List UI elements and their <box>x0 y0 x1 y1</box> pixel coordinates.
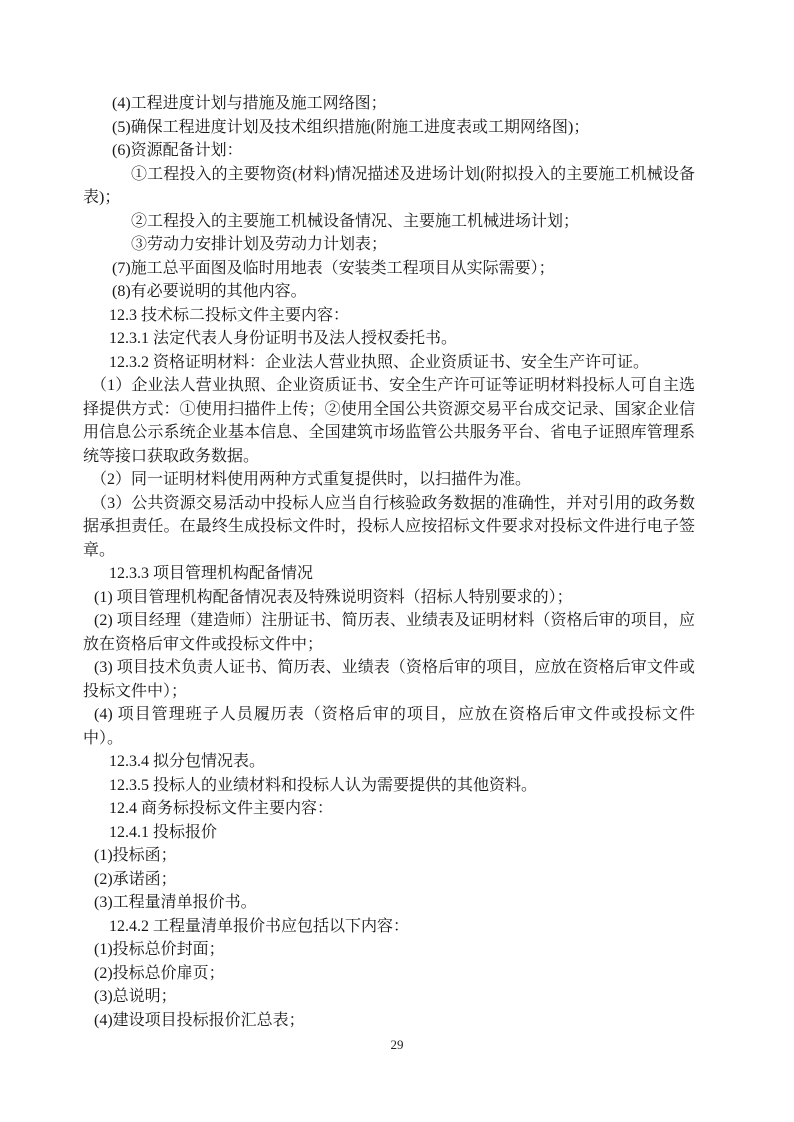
para-boq-item-2: (2)投标总价扉页； <box>94 964 225 982</box>
document-body <box>83 92 695 1032</box>
para-section-12-3-5: 12.3.5 投标人的业绩材料和投标人认为需要提供的其他资料。 <box>109 776 538 794</box>
page-number: 29 <box>390 1037 404 1052</box>
para-qual-sub-1: （1）企业法人营业执照、企业资质证书、安全生产许可证等证明材料投标人可自主选择提供方式：①使用扫描件上传；②使用全国公共资源交易平台成交记录、国家企业信用信息公示系统企业基本信息、全国建筑市场监管公共服务平台、省电子证照库管理系统等接口获取政务数据。 <box>83 377 695 465</box>
para-mgmt-sub-4: (4) 项目管理班子人员履历表（资格后审的项目，应放在资格后审文件或投标文件中）。 <box>83 706 695 747</box>
para-qual-sub-3: （3）公共资源交易活动中投标人应当自行核验政务数据的准确性，并对引用的政务数据承担责任。在最终生成投标文件时，投标人应按招标文件要求对投标文件进行电子签章。 <box>83 494 695 559</box>
para-item-5: (5)确保工程进度计划及技术组织措施(附施工进度表或工期网络图)； <box>112 118 590 136</box>
para-qual-sub-2: （2）同一证明材料使用两种方式重复提供时，以扫描件为准。 <box>91 471 532 488</box>
para-circled-1: ①工程投入的主要物资(材料)情况描述及进场计划(附拟投入的主要施工机械设备表)； <box>83 165 695 206</box>
para-item-6: (6)资源配备计划： <box>112 142 243 159</box>
para-item-7: (7)施工总平面图及临时用地表（安装类工程项目从实际需要）； <box>112 259 555 277</box>
para-section-12-3: 12.3 技术标二投标文件主要内容： <box>109 306 350 324</box>
para-item-4: (4)工程进度计划与措施及施工网络图； <box>112 95 387 112</box>
para-section-12-3-4: 12.3.4 拟分包情况表。 <box>109 753 266 770</box>
para-mgmt-sub-1: (1) 项目管理机构配备情况表及特殊说明资料（招标人特别要求的）； <box>94 588 573 606</box>
para-price-item-3: (3)工程量清单报价书。 <box>94 894 257 911</box>
para-section-12-3-3: 12.3.3 项目管理机构配备情况 <box>109 565 314 582</box>
para-section-12-4: 12.4 商务标投标文件主要内容： <box>109 800 334 817</box>
para-section-12-4-2: 12.4.2 工程量清单报价书应包括以下内容： <box>109 917 410 935</box>
para-item-8: (8)有必要说明的其他内容。 <box>112 283 307 300</box>
para-circled-3: ③劳动力安排计划及劳动力计划表； <box>131 236 388 253</box>
para-price-item-2: (2)承诺函； <box>94 870 177 888</box>
para-section-12-3-2: 12.3.2 资格证明材料：企业法人营业执照、企业资质证书、安全生产许可证。 <box>109 353 650 371</box>
para-mgmt-sub-3: (3) 项目技术负责人证书、简历表、业绩表（资格后审的项目，应放在资格后审文件或投标文件中）； <box>83 659 695 700</box>
para-price-item-1: (1)投标函； <box>94 847 177 864</box>
para-boq-item-4: (4)建设项目投标报价汇总表； <box>94 1011 305 1029</box>
para-boq-item-1: (1)投标总价封面； <box>94 941 225 958</box>
para-section-12-3-1: 12.3.1 法定代表人身份证明书及法人授权委托书。 <box>109 330 458 347</box>
para-circled-2: ②工程投入的主要施工机械设备情况、主要施工机械进场计划； <box>131 212 580 230</box>
para-boq-item-3: (3)总说明； <box>94 988 177 1005</box>
para-mgmt-sub-2: (2) 项目经理（建造师）注册证书、简历表、业绩表及证明材料（资格后审的项目，应放在资格后审文件或投标文件中； <box>83 612 695 653</box>
para-section-12-4-1: 12.4.1 投标报价 <box>109 823 218 841</box>
